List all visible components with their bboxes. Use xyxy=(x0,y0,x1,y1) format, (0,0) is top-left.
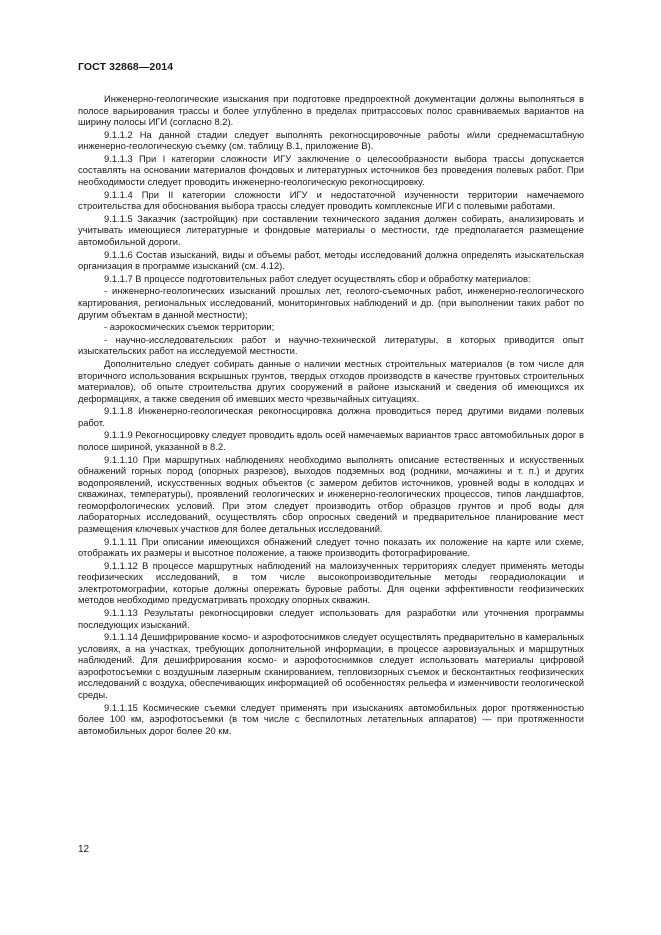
paragraph-9-1-1-4: 9.1.1.4 При II категории сложности ИГУ и недостаточной изученности территории намечаемого строительства для обоснования выбора трассы следует проводить комплексные ИГИ с полевыми работами. xyxy=(78,188,584,212)
list-item-aerospace: - аэрокосмических съемок территории; xyxy=(104,321,275,333)
paragraph-9-1-1-2: 9.1.1.2 На данной стадии следует выполнять рекогносцировочные работы и/или среднемасштабную инженерно-геологическую съемку (см. таблицу В.1, приложение В). xyxy=(78,128,584,152)
paragraph-9-1-1-6: 9.1.1.6 Состав изысканий, виды и объемы работ, методы исследований должна определять изыскательская организация в программе изысканий (см. 4.12). xyxy=(78,248,584,272)
paragraph-9-1-1-3: 9.1.1.3 При I категории сложности ИГУ заключение о целесообразности выбора трассы допускается составлять на основании материалов фондовых и литературных источников без проведения полевых работ. При необходимости следует проводить инженерно-геологическую рекогносцировку. xyxy=(78,152,584,188)
paragraph-9-1-1-8: 9.1.1.8 Инженерно-геологическая рекогносцировка должна проводиться перед другими видами полевых работ. xyxy=(78,405,584,428)
paragraph-9-1-1-10: 9.1.1.10 При маршрутных наблюдениях необходимо выполнять описание естественных и искусственных обнажений горных пород (опорных разрезов), выходов подземных вод (родники, мочажины и т. п.) и других водопроявлений, искусственных водных объектов (с замером дебитов источников, уровней воды в колодцах и скважинах, температуры), проявлений геологических и инженерно-геологических процессов, типов ландшафтов, геоморфологических условий. При этом следует производить отбор образцов грунтов и проб воды для лабораторных исследований, осуществлять сбор опросных сведений и предварительное планирование мест размещения ключевых участков для более детальных исследований. xyxy=(78,453,584,534)
list-item-research: - научно-исследовательских работ и научно-технической литературы, в которых приводится опыт изыскательских работ на исследуемой местности. xyxy=(78,333,584,357)
paragraph-9-1-1-15: 9.1.1.15 Космические съемки следует применять при изысканиях автомобильных дорог протяженностью более 100 км, аэрофотосъемки (в том числе с беспилотных летательных аппаратов) — при протяженности автомобильных дорог более 20 км. xyxy=(78,701,584,736)
standard-header: ГОСТ 32868—2014 xyxy=(78,61,174,73)
paragraph-9-1-1-12: 9.1.1.12 В процессе маршрутных наблюдений на малоизученных территориях следует применять методы геофизических исследований, в том числе высокопроизводительные методы георадиолокации и электротомографии, которые должны опережать буровые работы. Для оценки эффективности геофизических методов необходимо предусматривать проходку опорных скважин. xyxy=(78,559,584,606)
paragraph-9-1-1-13: 9.1.1.13 Результаты рекогносцировки следует использовать для разработки или уточнения программы последующих изысканий. xyxy=(78,607,584,630)
paragraph-9-1-1-5: 9.1.1.5 Заказчик (застройщик) при составлении технического задания должен собирать, анализировать и учитывать имеющиеся литературные и фондовые материалы о местности, где предполагается размещение автомобильной дороги. xyxy=(78,212,584,247)
paragraph-intro: Инженерно-геологические изыскания при подготовке предпроектной документации должны выполняться в полосе варьирования трассы и более углубленно в пределах притрассовых полос сравниваемых вариантов на ширину полосы ИГИ (согласно 8.2). xyxy=(78,93,584,128)
paragraph-additional: Дополнительно следует собирать данные о наличии местных строительных материалов (в том числе для вторичного использования вскрышных грунтов, твердых отходов производств в качестве грунтовых строительных материалов), об опыте строительства других сооружений в районе изысканий и сведения об имеющихся их деформациях, а также сведения об имевших место чрезвычайных ситуациях. xyxy=(78,357,584,404)
paragraph-9-1-1-9: 9.1.1.9 Рекогносцировку следует проводить вдоль осей намечаемых вариантов трасс автомобильных дорог в полосе шириной, указанной в 8.2. xyxy=(78,429,584,452)
document-body xyxy=(78,93,584,737)
paragraph-9-1-1-14: 9.1.1.14 Дешифрирование космо- и аэрофотоснимков следует осуществлять предварительно в камеральных условиях, а на участках, требующих дополнительной информации, в процессе аэровизуальных и маршрутных наблюдений. Для дешифрирования космо- и аэрофотоснимков следует использовать материалы цифровой аэрофотосъемки с воздушным лазерным сканированием, тепловизорных съемок и бесконтактных геофизических исследований с воздуха, обеспечивающих информацией об особенностях рельефа и изменчивости геологической среды. xyxy=(78,631,584,700)
paragraph-9-1-1-11: 9.1.1.11 При описании имеющихся обнажений следует точно показать их положение на карте или схеме, отображать их размеры и высотное положение, а также производить фотографирование. xyxy=(78,535,584,559)
list-item-archives: - инженерно-геологических изысканий прошлых лет, геолого-съемочных работ, инженерно-геологического картирования, региональных исследований, мониторинговых наблюдений и др. (при выполнении таких работ по другим объектам в данной местности); xyxy=(78,285,584,320)
paragraph-9-1-1-7: 9.1.1.7 В процессе подготовительных работ следует осуществлять сбор и обработку материалов: xyxy=(104,272,531,284)
page-number: 12 xyxy=(78,844,90,855)
